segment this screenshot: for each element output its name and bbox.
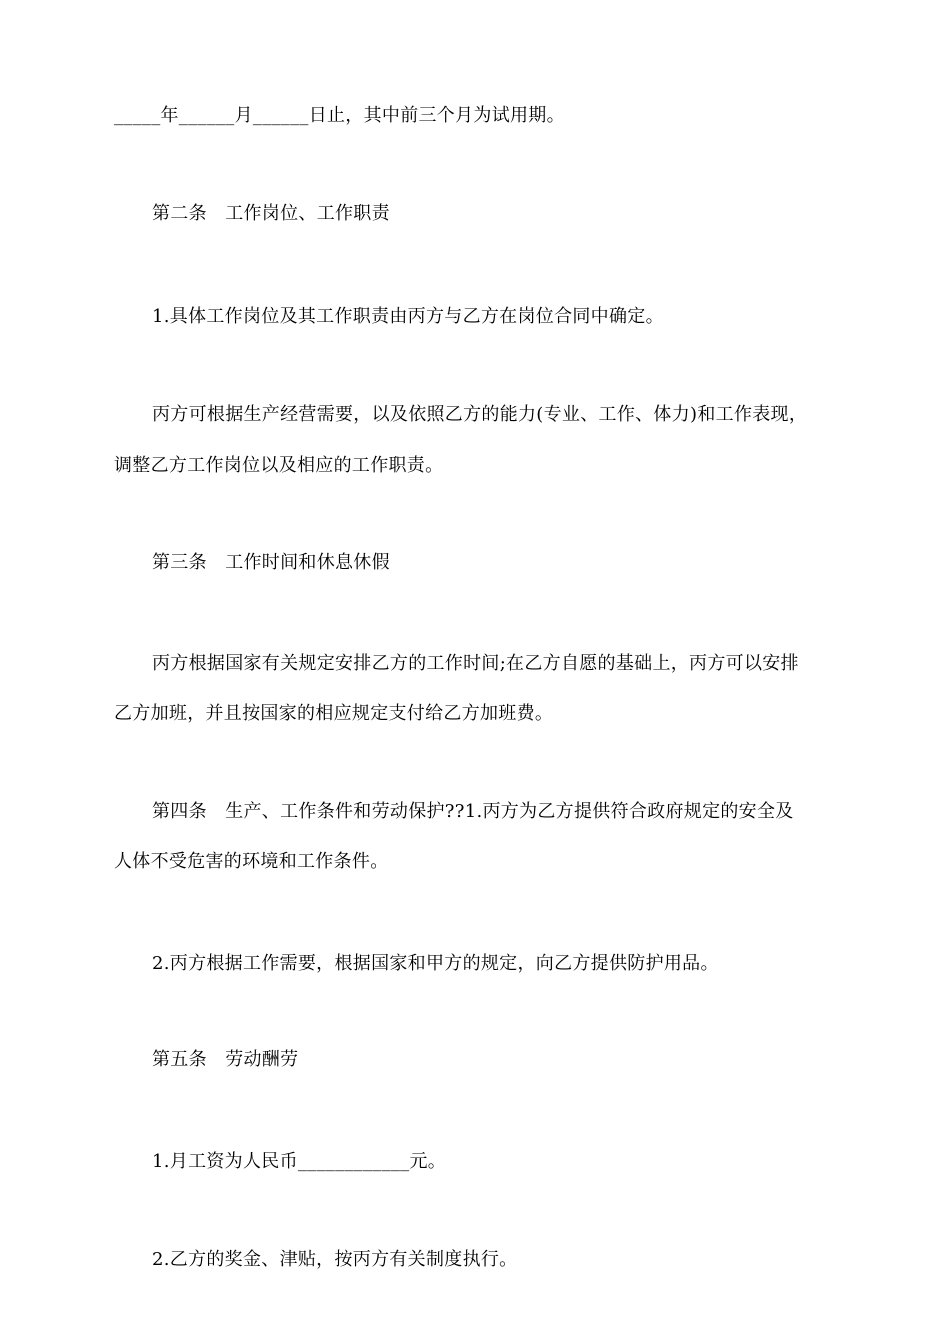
paragraph-line: 乙方加班，并且按国家的相应规定支付给乙方加班费。: [114, 703, 554, 724]
paragraph-line: 丙方可根据生产经营需要，以及依照乙方的能力(专业、工作、体力)和工作表现，: [152, 404, 808, 425]
article-heading: 第二条 工作岗位、工作职责: [152, 203, 390, 224]
paragraph-line: 2.丙方根据工作需要，根据国家和甲方的规定，向乙方提供防护用品。: [152, 953, 719, 974]
paragraph-line: 调整乙方工作岗位以及相应的工作职责。: [114, 455, 444, 476]
paragraph-line: 丙方根据国家有关规定安排乙方的工作时间;在乙方自愿的基础上，丙方可以安排: [152, 653, 799, 674]
paragraph-line: _____年______月______日止，其中前三个月为试用期。: [114, 105, 565, 126]
article-heading: 第三条 工作时间和休息休假: [152, 552, 390, 573]
paragraph-line: 1.具体工作岗位及其工作职责由丙方与乙方在岗位合同中确定。: [152, 306, 664, 327]
paragraph-line: 2.乙方的奖金、津贴，按丙方有关制度执行。: [152, 1249, 518, 1270]
paragraph-line: 人体不受危害的环境和工作条件。: [114, 851, 389, 872]
paragraph-line: 1.月工资为人民币____________元。: [152, 1151, 447, 1172]
article-heading: 第五条 劳动酬劳: [152, 1049, 299, 1070]
article-heading: 第四条 生产、工作条件和劳动保护??1.丙方为乙方提供符合政府规定的安全及: [152, 801, 794, 822]
